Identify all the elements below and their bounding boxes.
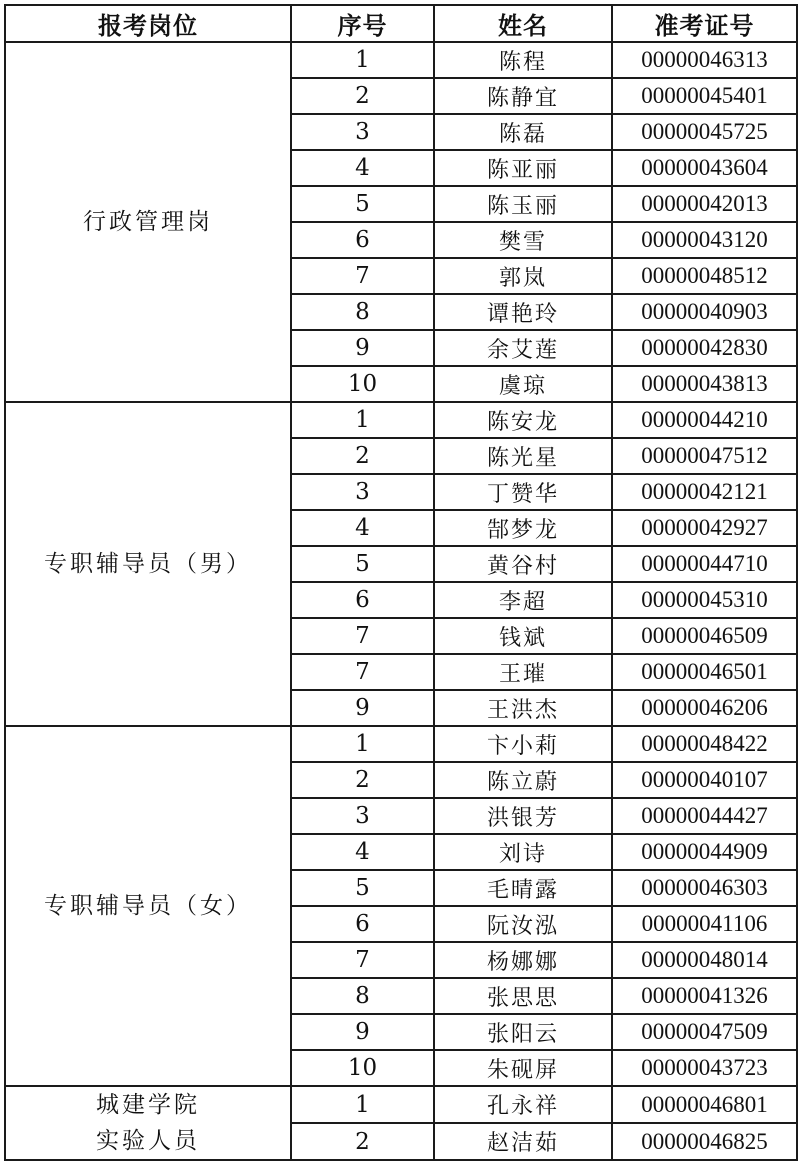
table-row xyxy=(5,402,797,438)
seq-cell: 2 xyxy=(291,438,434,474)
exam-id-cell: 00000043813 xyxy=(612,366,797,402)
exam-id-cell: 00000044210 xyxy=(612,402,797,438)
name-cell: 余艾莲 xyxy=(434,330,612,366)
header-name: 姓名 xyxy=(434,5,612,42)
position-cell xyxy=(5,42,291,402)
seq-cell: 9 xyxy=(291,1014,434,1050)
seq-cell: 4 xyxy=(291,834,434,870)
seq-cell: 6 xyxy=(291,222,434,258)
name-cell: 丁赞华 xyxy=(434,474,612,510)
seq-cell: 2 xyxy=(291,1123,434,1160)
exam-id-cell: 00000043723 xyxy=(612,1050,797,1086)
exam-id-cell: 00000046313 xyxy=(612,42,797,78)
exam-id-cell: 00000046501 xyxy=(612,654,797,690)
name-cell: 王璀 xyxy=(434,654,612,690)
position-label: 专职辅导员（男） xyxy=(44,551,252,577)
seq-cell: 8 xyxy=(291,978,434,1014)
exam-id-cell: 00000046206 xyxy=(612,690,797,726)
exam-id-cell: 00000046825 xyxy=(612,1123,797,1160)
name-cell: 陈静宜 xyxy=(434,78,612,114)
name-cell: 张阳云 xyxy=(434,1014,612,1050)
table-body xyxy=(5,42,797,1160)
seq-cell: 6 xyxy=(291,582,434,618)
position-label: 专职辅导员（女） xyxy=(44,893,252,919)
name-cell: 郜梦龙 xyxy=(434,510,612,546)
exam-id-cell: 00000046801 xyxy=(612,1086,797,1123)
exam-id-cell: 00000041106 xyxy=(612,906,797,942)
seq-cell: 5 xyxy=(291,870,434,906)
name-cell: 谭艳玲 xyxy=(434,294,612,330)
exam-id-cell: 00000042013 xyxy=(612,186,797,222)
seq-cell: 4 xyxy=(291,510,434,546)
table-row xyxy=(5,1086,797,1123)
position-cell xyxy=(5,402,291,726)
exam-id-cell: 00000046509 xyxy=(612,618,797,654)
seq-cell: 10 xyxy=(291,1050,434,1086)
seq-cell: 2 xyxy=(291,78,434,114)
candidate-table xyxy=(4,4,798,1161)
name-cell: 虞琼 xyxy=(434,366,612,402)
exam-id-cell: 00000045310 xyxy=(612,582,797,618)
exam-id-cell: 00000042121 xyxy=(612,474,797,510)
position-label: 行政管理岗 xyxy=(83,209,213,235)
exam-id-cell: 00000042927 xyxy=(612,510,797,546)
name-cell: 李超 xyxy=(434,582,612,618)
seq-cell: 3 xyxy=(291,798,434,834)
name-cell: 王洪杰 xyxy=(434,690,612,726)
exam-id-cell: 00000048422 xyxy=(612,726,797,762)
name-cell: 陈程 xyxy=(434,42,612,78)
name-cell: 陈磊 xyxy=(434,114,612,150)
exam-id-cell: 00000040903 xyxy=(612,294,797,330)
seq-cell: 7 xyxy=(291,618,434,654)
exam-id-cell: 00000043604 xyxy=(612,150,797,186)
exam-id-cell: 00000048014 xyxy=(612,942,797,978)
exam-id-cell: 00000046303 xyxy=(612,870,797,906)
name-cell: 陈立蔚 xyxy=(434,762,612,798)
header-row xyxy=(5,5,797,42)
name-cell: 孔永祥 xyxy=(434,1086,612,1123)
position-cell xyxy=(5,726,291,1086)
seq-cell: 1 xyxy=(291,42,434,78)
seq-cell: 8 xyxy=(291,294,434,330)
seq-cell: 1 xyxy=(291,402,434,438)
exam-id-cell: 00000047509 xyxy=(612,1014,797,1050)
name-cell: 卞小莉 xyxy=(434,726,612,762)
name-cell: 陈安龙 xyxy=(434,402,612,438)
position-cell xyxy=(5,1086,291,1160)
seq-cell: 3 xyxy=(291,474,434,510)
seq-cell: 4 xyxy=(291,150,434,186)
name-cell: 郭岚 xyxy=(434,258,612,294)
header-position: 报考岗位 xyxy=(5,5,291,42)
exam-id-cell: 00000044909 xyxy=(612,834,797,870)
seq-cell: 9 xyxy=(291,330,434,366)
position-label: 实验人员 xyxy=(96,1128,200,1154)
exam-id-cell: 00000043120 xyxy=(612,222,797,258)
exam-id-cell: 00000040107 xyxy=(612,762,797,798)
name-cell: 朱砚屏 xyxy=(434,1050,612,1086)
name-cell: 刘诗 xyxy=(434,834,612,870)
seq-cell: 7 xyxy=(291,654,434,690)
name-cell: 赵洁茹 xyxy=(434,1123,612,1160)
exam-id-cell: 00000045401 xyxy=(612,78,797,114)
exam-id-cell: 00000047512 xyxy=(612,438,797,474)
name-cell: 张思思 xyxy=(434,978,612,1014)
name-cell: 陈亚丽 xyxy=(434,150,612,186)
name-cell: 樊雪 xyxy=(434,222,612,258)
exam-id-cell: 00000048512 xyxy=(612,258,797,294)
seq-cell: 1 xyxy=(291,1086,434,1123)
seq-cell: 5 xyxy=(291,186,434,222)
seq-cell: 7 xyxy=(291,258,434,294)
exam-id-cell: 00000045725 xyxy=(612,114,797,150)
name-cell: 洪银芳 xyxy=(434,798,612,834)
name-cell: 陈光星 xyxy=(434,438,612,474)
exam-id-cell: 00000044427 xyxy=(612,798,797,834)
exam-id-cell: 00000041326 xyxy=(612,978,797,1014)
exam-id-cell: 00000044710 xyxy=(612,546,797,582)
name-cell: 毛晴露 xyxy=(434,870,612,906)
table-row xyxy=(5,42,797,78)
seq-cell: 3 xyxy=(291,114,434,150)
name-cell: 陈玉丽 xyxy=(434,186,612,222)
name-cell: 阮汝泓 xyxy=(434,906,612,942)
header-exam-id: 准考证号 xyxy=(612,5,797,42)
exam-id-cell: 00000042830 xyxy=(612,330,797,366)
name-cell: 钱斌 xyxy=(434,618,612,654)
name-cell: 杨娜娜 xyxy=(434,942,612,978)
seq-cell: 5 xyxy=(291,546,434,582)
seq-cell: 9 xyxy=(291,690,434,726)
header-seq: 序号 xyxy=(291,5,434,42)
seq-cell: 1 xyxy=(291,726,434,762)
seq-cell: 10 xyxy=(291,366,434,402)
name-cell: 黄谷村 xyxy=(434,546,612,582)
position-label: 城建学院 xyxy=(96,1092,200,1118)
seq-cell: 7 xyxy=(291,942,434,978)
seq-cell: 6 xyxy=(291,906,434,942)
seq-cell: 2 xyxy=(291,762,434,798)
table-row xyxy=(5,726,797,762)
